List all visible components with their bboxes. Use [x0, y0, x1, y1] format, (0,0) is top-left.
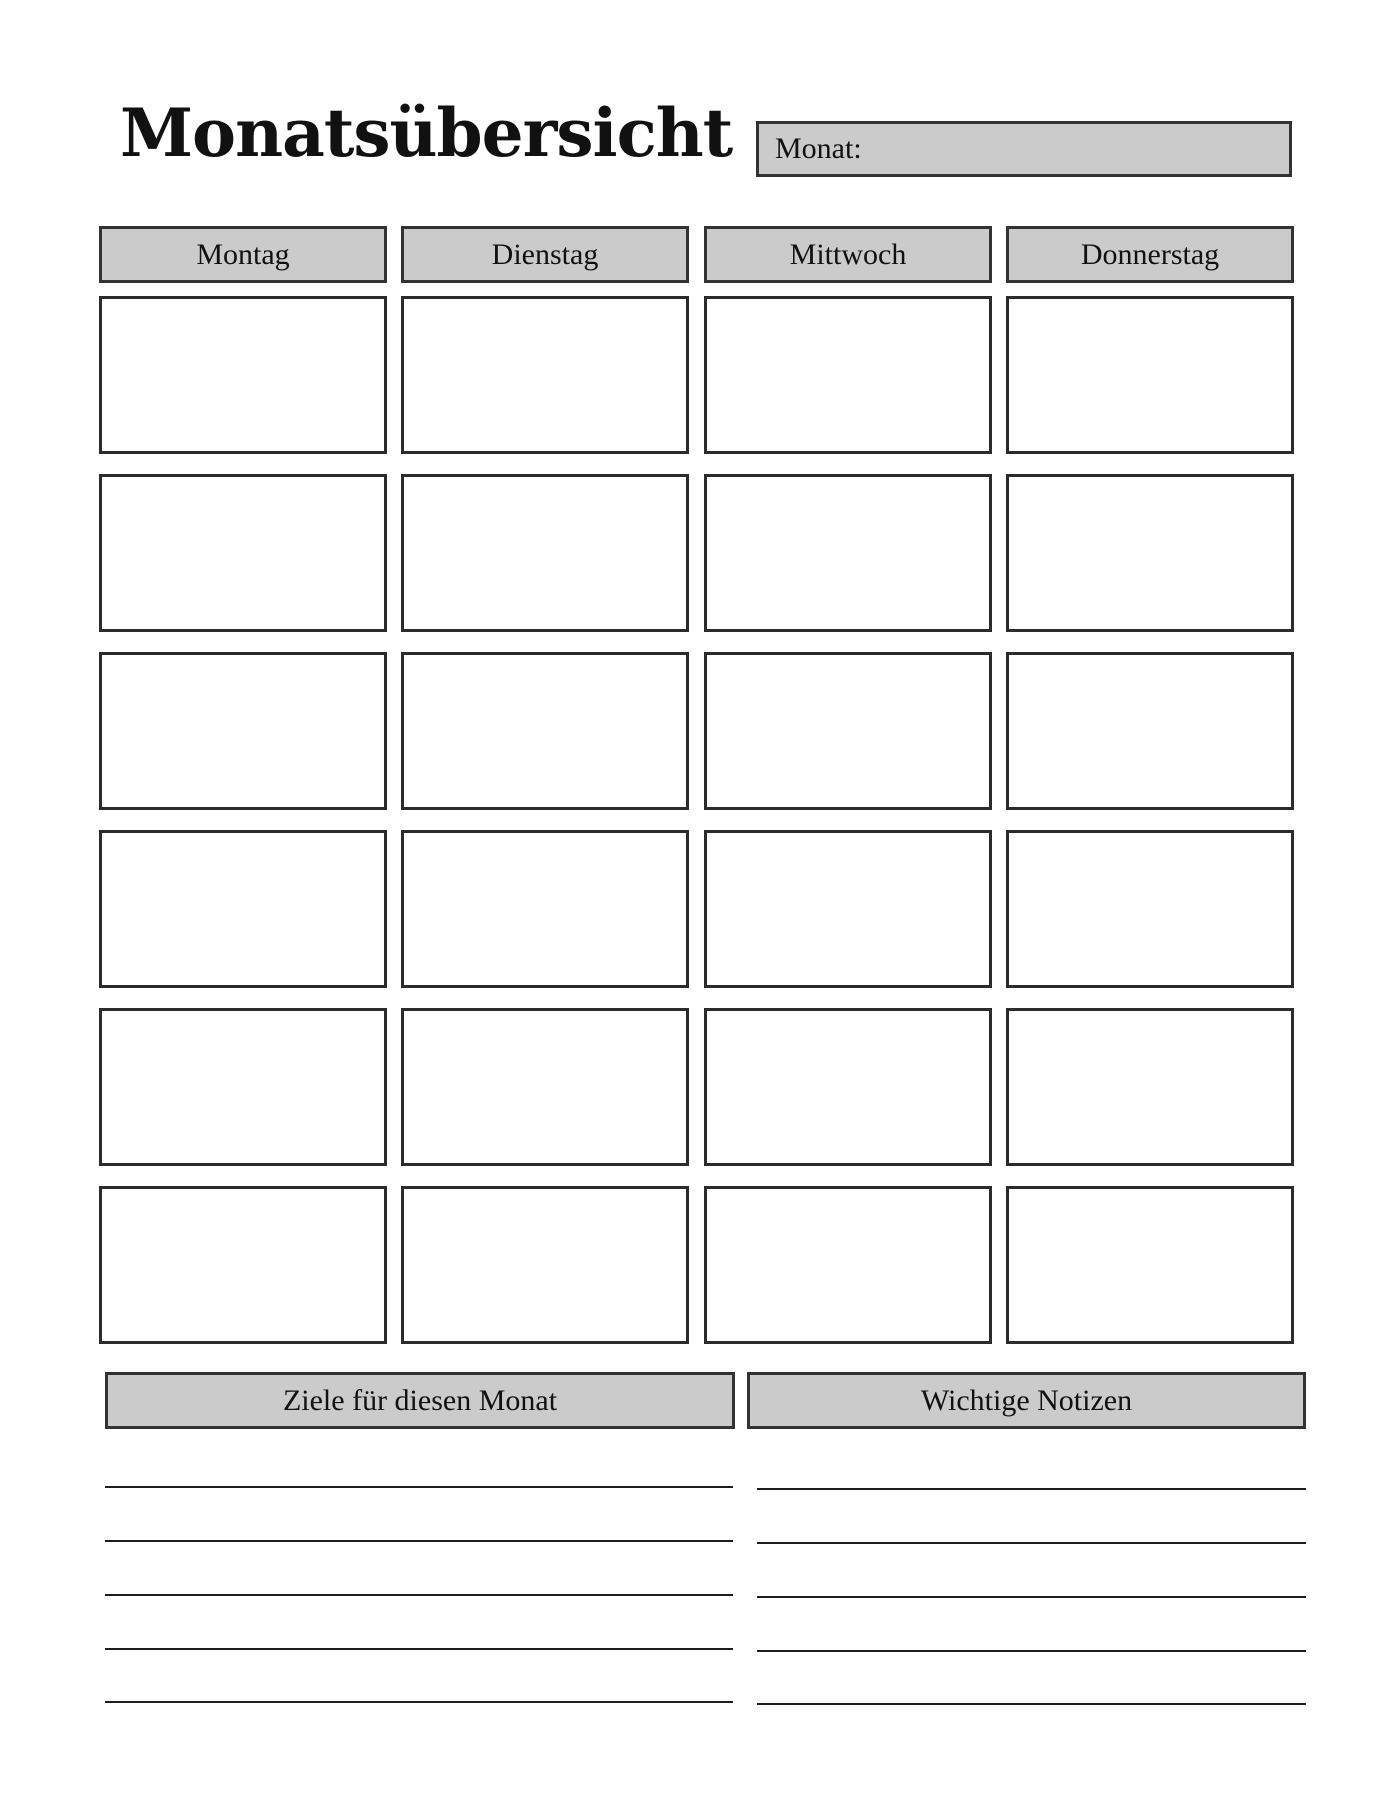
calendar-cell-r2-c2[interactable]: [401, 474, 689, 632]
calendar-cell-r6-c1[interactable]: [99, 1186, 387, 1344]
calendar-cell-r2-c4[interactable]: [1006, 474, 1294, 632]
notes-line-5[interactable]: [757, 1703, 1306, 1705]
calendar-cell-r3-c2[interactable]: [401, 652, 689, 810]
calendar-cell-r5-c2[interactable]: [401, 1008, 689, 1166]
calendar-cell-r5-c1[interactable]: [99, 1008, 387, 1166]
calendar-cell-r6-c2[interactable]: [401, 1186, 689, 1344]
calendar-cell-r1-c1[interactable]: [99, 296, 387, 454]
notes-line-2[interactable]: [757, 1542, 1306, 1544]
calendar-cell-r3-c4[interactable]: [1006, 652, 1294, 810]
calendar-cell-r2-c3[interactable]: [704, 474, 992, 632]
weekday-header-mittwoch: Mittwoch: [704, 226, 992, 283]
month-label: Monat:: [775, 132, 862, 165]
calendar-cell-r4-c1[interactable]: [99, 830, 387, 988]
notes-line-4[interactable]: [757, 1650, 1306, 1652]
weekday-header-donnerstag: Donnerstag: [1006, 226, 1294, 283]
calendar-cell-r4-c3[interactable]: [704, 830, 992, 988]
goals-line-5[interactable]: [105, 1701, 733, 1703]
goals-line-2[interactable]: [105, 1540, 733, 1542]
calendar-cell-r4-c4[interactable]: [1006, 830, 1294, 988]
notes-line-1[interactable]: [757, 1488, 1306, 1490]
calendar-cell-r1-c2[interactable]: [401, 296, 689, 454]
notes-line-3[interactable]: [757, 1596, 1306, 1598]
calendar-cell-r3-c1[interactable]: [99, 652, 387, 810]
goals-line-4[interactable]: [105, 1648, 733, 1650]
calendar-cell-r5-c4[interactable]: [1006, 1008, 1294, 1166]
calendar-cell-r1-c3[interactable]: [704, 296, 992, 454]
goals-line-3[interactable]: [105, 1594, 733, 1596]
goals-line-1[interactable]: [105, 1486, 733, 1488]
goals-section-header: Ziele für diesen Monat: [105, 1372, 735, 1429]
notes-section-header: Wichtige Notizen: [747, 1372, 1306, 1429]
calendar-cell-r3-c3[interactable]: [704, 652, 992, 810]
calendar-cell-r4-c2[interactable]: [401, 830, 689, 988]
calendar-cell-r6-c4[interactable]: [1006, 1186, 1294, 1344]
calendar-cell-r6-c3[interactable]: [704, 1186, 992, 1344]
month-field[interactable]: [756, 121, 1292, 177]
page-title: Monatsübersicht: [120, 94, 733, 172]
calendar-cell-r2-c1[interactable]: [99, 474, 387, 632]
calendar-cell-r1-c4[interactable]: [1006, 296, 1294, 454]
calendar-cell-r5-c3[interactable]: [704, 1008, 992, 1166]
weekday-header-montag: Montag: [99, 226, 387, 283]
weekday-header-dienstag: Dienstag: [401, 226, 689, 283]
